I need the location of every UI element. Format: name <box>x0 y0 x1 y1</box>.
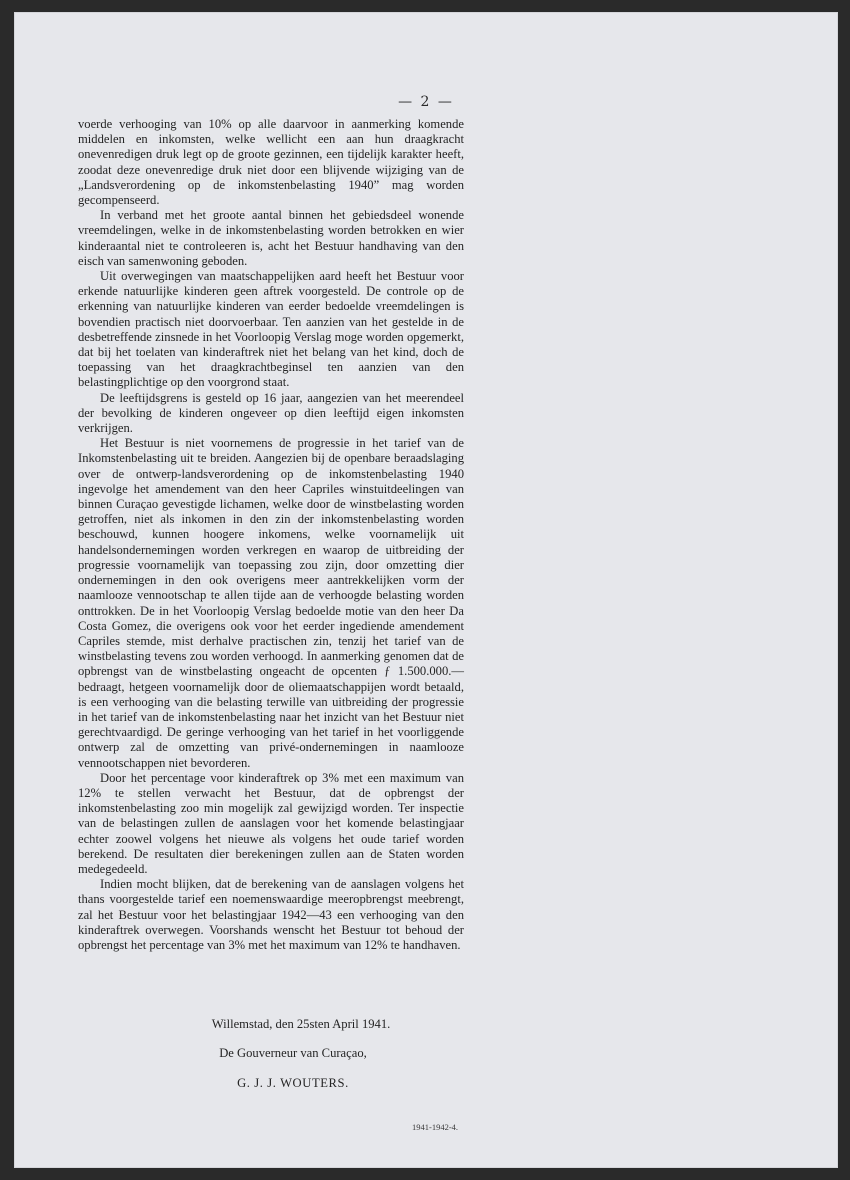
paragraph: Door het percentage voor kinderaftrek op 3% met een maximum van 12% te stellen verwacht het Bestuur, dat de opbrengst der inkomstenbelasting zoo min mogelijk zal gewijzigd worden. Ter inspectie van de belastingen zullen de aanslagen voor het komende belastingjaar echter zoowel volgens het nieuwe als volgens het oude tarief worden berekend. De resultaten dier berekeningen zullen aan de Staten worden medegedeeld. <box>78 770 464 876</box>
signature-name: G. J. J. WOUTERS. <box>237 1076 349 1090</box>
paragraph: Het Bestuur is niet voornemens de progressie in het tarief van de Inkomstenbelasting uit te breiden. Aangezien bij de openbare beraadslaging over de ontwerp-landsverordening op de inkomstenbelasting 1940 ingevolge het amendement van den heer Capriles winstuitdeelingen van binnen Curaçao gevestigde lichamen, welke door de winstbelasting worden getroffen, niet als inkomen in den zin der inkomstenbelasting worden beschouwd, kunnen hoogere inkomens, welke voornamelijk uit handelsondernemingen worden verkregen en waarop de uitbreiding der progressie voornamelijk van toepassing zou zijn, door omzetting dier ondernemingen in den ook overigens meer aantrekkelijken vorm der naamlooze vennootschap te allen tijde aan de verhoogde belasting worden onttrokken. De in het Voorloopig Verslag bedoelde motie van den heer Da Costa Gomez, die overigens ook voor het eerder ingediende amendement Capriles stemde, mist derhalve practischen zin, tenzij het tarief van de winstbelasting tevens zou worden verhoogd. In aanmerking genomen dat de opbrengst van de winstbelasting ongeacht de opcenten ƒ 1.500.000.— bedraagt, hetgeen voornamelijk door de oliemaatschappijen wordt betaald, is een verhooging van die belasting terwille van uitbreiding der progressie in het tarief van de inkomstenbelasting naar het inzicht van het Bestuur niet gerechtvaardigd. De geringe verhooging van het tarief in het voorliggende ontwerp zal de omzetting van privé-ondernemingen in naamlooze vennootschappen niet bevorderen. <box>78 436 464 770</box>
signature-place-date: Willemstad, den 25sten April 1941. <box>211 1017 391 1031</box>
paragraph: Indien mocht blijken, dat de berekening van de aanslagen volgens het thans voorgestelde tarief een noemenswaardige meeropbrengst meebrengt, zal het Bestuur voor het belastingjaar 1942—43 een verhooging van den kinderaftrek overwegen. Voorshands wenscht het Bestuur tot behoud der opbrengst het percentage van 3% met het maximum van 12% te handhaven. <box>78 877 464 952</box>
paragraph: In verband met het groote aantal binnen het gebiedsdeel wonende vreemdelingen, welke in de inkomstenbelasting worden betrokken en wier kinderaantal niet te controleeren is, acht het Bestuur handhaving van den eisch van samenwoning geboden. <box>78 208 464 268</box>
page-number: — 2 — <box>398 94 454 110</box>
paragraph: Uit overwegingen van maatschappelijken aard heeft het Bestuur voor erkende natuurlijke kinderen geen aftrek voorgesteld. De controle op de erkenning van natuurlijke kinderen van eerder bedoelde vreemdelingen is bovendien practisch niet doorvoerbaar. Ten aanzien van het gestelde in de desbetreffende zinsnede in het Voorloopig Verslag moge worden opgemerkt, dat bij het toelaten van kinderaftrek niet het belang van het kind, doch de toepassing van het draagkrachtbeginsel ten aanzien van den belastingplichtige op den voorgrond staat. <box>78 269 464 390</box>
body-text <box>78 117 464 953</box>
signature-title: De Gouverneur van Curaçao, <box>219 1046 367 1060</box>
document-reference: 1941-1942-4. <box>412 1122 459 1132</box>
paragraph: De leeftijdsgrens is gesteld op 16 jaar, aangezien van het meerendeel der bevolking de kinderen ongeveer op dien leeftijd eigen inkomsten verkrijgen. <box>78 390 464 436</box>
paragraph: voerde verhooging van 10% op alle daarvoor in aanmerking komende middelen en inkomsten, welke wellicht een aan hun draagkracht onevenredigen druk legt op de groote gezinnen, een tijdelijk karakter heeft, zoodat deze onevenredige druk niet door een blijvende wijziging van de „Landsverordening op de inkomstenbelasting 1940” mag worden gecompenseerd. <box>78 117 464 208</box>
document-page <box>14 12 838 1168</box>
